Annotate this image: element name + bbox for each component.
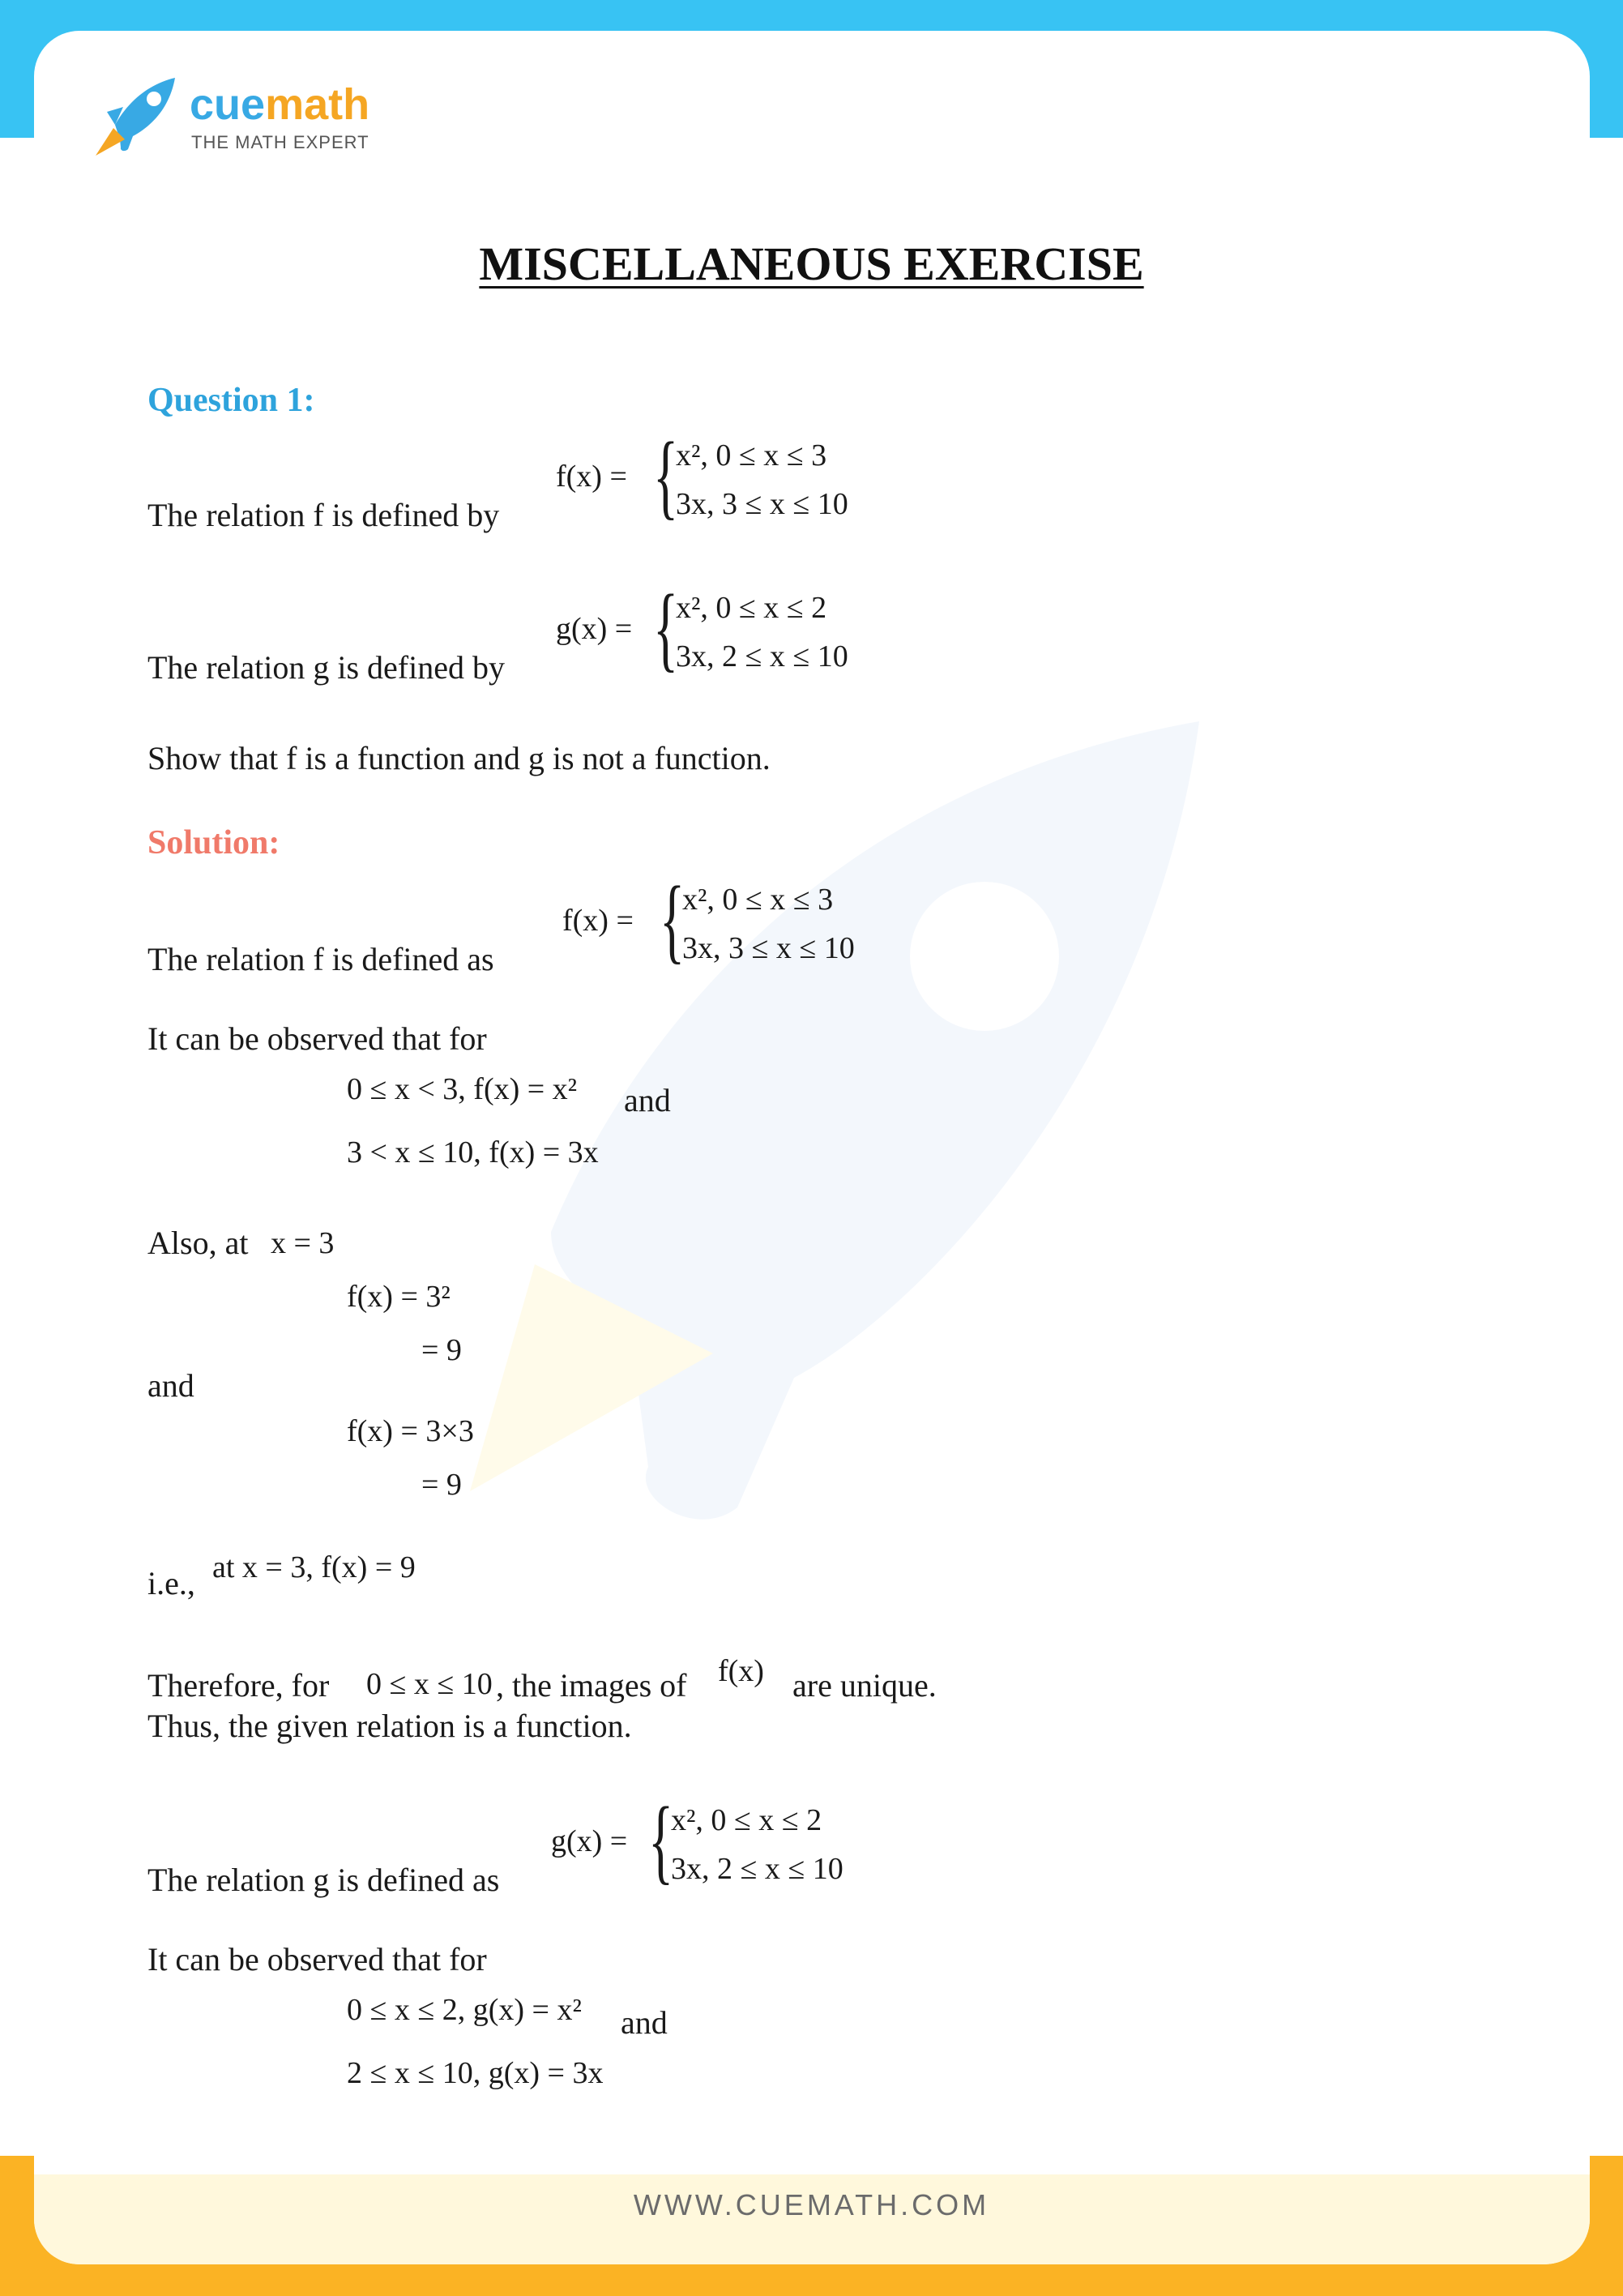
therefore-fx: f(x) — [718, 1654, 764, 1688]
therefore-text-1: Therefore, for — [147, 1667, 330, 1704]
question-heading: Question 1: — [147, 382, 315, 419]
g-definition-text: The relation g is defined by — [147, 649, 505, 686]
solution-heading: Solution: — [147, 824, 280, 862]
equals-9-first: = 9 — [421, 1333, 462, 1367]
f-definition-lhs: f(x) = — [556, 460, 627, 494]
and-text: and — [147, 1367, 194, 1404]
g-definition-case-2: 3x, 2 ≤ x ≤ 10 — [676, 639, 848, 673]
g-defined-as-case-1: x², 0 ≤ x ≤ 2 — [671, 1803, 822, 1837]
therefore-range: 0 ≤ x ≤ 10 — [366, 1667, 493, 1701]
g-definition-lhs: g(x) = — [556, 612, 633, 646]
f-definition-case-2: 3x, 3 ≤ x ≤ 10 — [676, 487, 848, 521]
brand-name: cuemath — [190, 80, 370, 129]
show-that-text: Show that f is a function and g is not a function. — [147, 740, 771, 776]
observed-text-1: It can be observed that for — [147, 1020, 487, 1057]
g-defined-as-text: The relation g is defined as — [147, 1862, 500, 1898]
f-defined-as-case-1: x², 0 ≤ x ≤ 3 — [682, 883, 834, 917]
therefore-text-2: , the images of — [496, 1667, 687, 1704]
ie-expression: at x = 3, f(x) = 9 — [212, 1550, 416, 1584]
observation-1-line-2: 3 < x ≤ 10, f(x) = 3x — [347, 1135, 599, 1169]
observation-2-line-1: 0 ≤ x ≤ 2, g(x) = x² — [347, 1993, 582, 2027]
also-at-expression: x = 3 — [271, 1226, 335, 1260]
f-defined-as-lhs: f(x) = — [562, 904, 634, 938]
observation-1-line-1: 0 ≤ x < 3, f(x) = x² — [347, 1072, 578, 1106]
fx-equals-3-squared: f(x) = 3² — [347, 1280, 451, 1314]
f-defined-as-case-2: 3x, 3 ≤ x ≤ 10 — [682, 931, 855, 965]
observed-text-2: It can be observed that for — [147, 1941, 487, 1977]
f-definition-brace: { — [653, 422, 679, 528]
g-definition-case-1: x², 0 ≤ x ≤ 2 — [676, 591, 827, 625]
f-defined-as-text: The relation f is defined as — [147, 941, 494, 977]
thus-text: Thus, the given relation is a function. — [147, 1708, 632, 1744]
f-defined-as-brace: { — [660, 866, 686, 973]
also-at-text: Also, at — [147, 1225, 249, 1261]
brand-tagline: THE MATH EXPERT — [191, 132, 369, 152]
g-defined-as-lhs: g(x) = — [551, 1824, 628, 1858]
equals-9-second: = 9 — [421, 1468, 462, 1502]
cuemath-rocket-logo-icon — [91, 75, 178, 159]
g-defined-as-case-2: 3x, 2 ≤ x ≤ 10 — [671, 1852, 844, 1886]
fx-equals-3-times-3: f(x) = 3×3 — [347, 1414, 474, 1448]
observation-1-and: and — [624, 1082, 671, 1118]
observation-2-and: and — [621, 2004, 668, 2041]
f-definition-text: The relation f is defined by — [147, 497, 500, 533]
g-definition-brace: { — [653, 575, 679, 681]
therefore-text-3: are unique. — [792, 1667, 937, 1704]
observation-2-line-2: 2 ≤ x ≤ 10, g(x) = 3x — [347, 2056, 604, 2090]
g-defined-as-brace: { — [648, 1787, 674, 1893]
footer-url[interactable]: WWW.CUEMATH.COM — [633, 2188, 990, 2221]
page-title: MISCELLANEOUS EXERCISE — [479, 237, 1144, 290]
f-definition-case-1: x², 0 ≤ x ≤ 3 — [676, 438, 827, 472]
ie-text: i.e., — [147, 1565, 195, 1601]
